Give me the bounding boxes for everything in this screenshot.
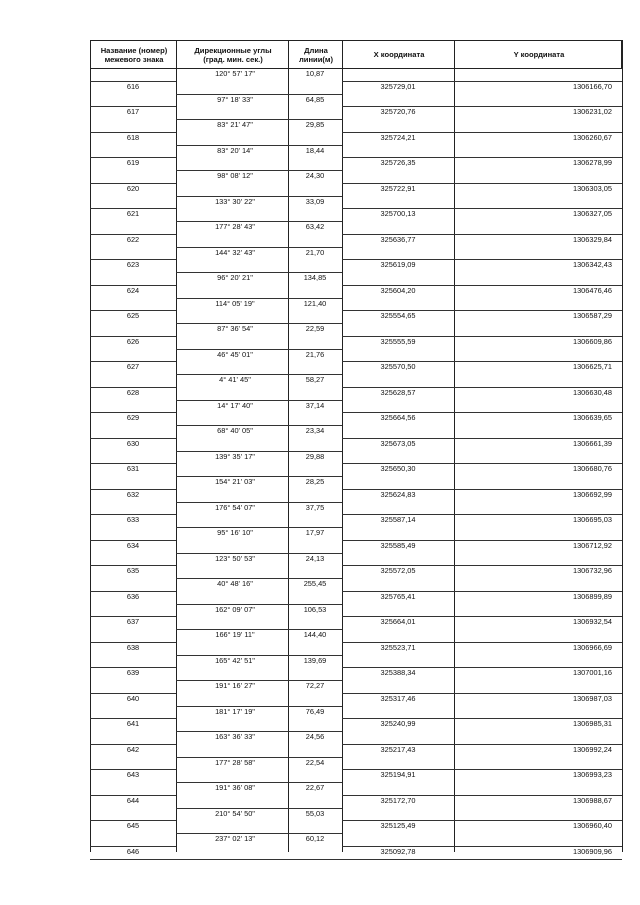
- y-coordinate: 1306960,40: [572, 821, 612, 831]
- x-coordinate: 325194,91: [380, 770, 416, 780]
- point-name: 639: [126, 668, 140, 678]
- y-coordinate: 1306695,03: [572, 515, 612, 525]
- direction-angle: 163° 36' 33": [215, 732, 255, 741]
- x-coordinate: 325700,13: [380, 209, 416, 219]
- x-coordinate: 325317,46: [380, 693, 416, 703]
- y-coordinate: 1306932,54: [572, 617, 612, 627]
- segment-row: [90, 119, 623, 132]
- point-name: 642: [126, 744, 140, 754]
- line-length: 23,34: [305, 426, 325, 435]
- line-length: 24,56: [305, 732, 325, 741]
- table-row: [90, 81, 623, 94]
- segment-row: [90, 757, 623, 770]
- line-length: 106,53: [303, 604, 327, 614]
- x-coordinate: 325664,01: [380, 617, 416, 627]
- line-length: 33,09: [305, 196, 325, 206]
- line-length: 121,40: [303, 298, 327, 308]
- x-coordinate: 325724,21: [380, 132, 416, 142]
- line-length: 55,03: [305, 808, 325, 818]
- x-coordinate: 325585,49: [380, 540, 416, 550]
- line-length: 28,25: [305, 477, 325, 486]
- point-name: 628: [126, 387, 140, 397]
- line-length: 29,85: [305, 120, 325, 129]
- direction-angle: 96° 20' 21": [217, 273, 253, 282]
- point-name: 619: [126, 158, 140, 168]
- direction-angle: 139° 35' 17": [215, 451, 255, 461]
- segment-row: [90, 221, 623, 234]
- table-row: [90, 565, 623, 578]
- x-coordinate: 325572,05: [380, 566, 416, 576]
- y-coordinate: 1306899,89: [572, 591, 612, 601]
- line-length: 24,30: [305, 171, 325, 180]
- y-coordinate: 1306992,24: [572, 744, 612, 754]
- table-row: [90, 438, 623, 451]
- y-coordinate: 1306985,31: [572, 719, 612, 729]
- x-coordinate: 325673,05: [380, 438, 416, 448]
- point-name: 645: [126, 821, 140, 831]
- table-row: [90, 157, 623, 170]
- x-coordinate: 325765,41: [380, 591, 416, 601]
- table-bottom-rule: [90, 859, 622, 860]
- line-length: 22,67: [305, 783, 325, 792]
- y-coordinate: 1306303,05: [572, 183, 612, 193]
- direction-angle: 165° 42' 51": [215, 655, 255, 665]
- x-coordinate: 325720,76: [380, 107, 416, 117]
- segment-row: [90, 604, 623, 617]
- line-length: 22,54: [305, 757, 325, 767]
- x-coordinate: 325650,30: [380, 464, 416, 474]
- direction-angle: 191° 36' 08": [215, 783, 255, 792]
- segment-row: [90, 272, 623, 285]
- point-name: 618: [126, 132, 140, 142]
- segment-row: [90, 425, 623, 438]
- x-coordinate: 325172,70: [380, 795, 416, 805]
- x-coordinate: 325570,50: [380, 362, 416, 372]
- point-name: 617: [126, 107, 140, 117]
- table-row: [90, 718, 623, 731]
- line-length: 37,14: [305, 400, 325, 410]
- line-length: 144,40: [303, 630, 327, 639]
- point-name: 625: [126, 311, 140, 321]
- x-coordinate: 325125,49: [380, 821, 416, 831]
- segment-row: [90, 833, 623, 846]
- point-name: 620: [126, 183, 140, 193]
- table-row: [90, 285, 623, 298]
- segment-row: [90, 527, 623, 540]
- direction-angle: 68° 40' 05": [217, 426, 253, 435]
- segment-row: [90, 706, 623, 719]
- direction-angle: 191° 16' 27": [215, 681, 255, 690]
- segment-row: [90, 680, 623, 693]
- point-name: 635: [126, 566, 140, 576]
- line-length: 21,76: [305, 349, 325, 359]
- segment-row: [90, 655, 623, 668]
- table-row: [90, 667, 623, 680]
- segment-row: [90, 374, 623, 387]
- point-name: 622: [126, 234, 140, 244]
- point-name: 643: [126, 770, 140, 780]
- point-name: 636: [126, 591, 140, 601]
- segment-row: [90, 578, 623, 591]
- line-length: 139,69: [303, 655, 327, 665]
- table-row: [90, 183, 623, 196]
- table-row: [90, 591, 623, 604]
- line-length: 134,85: [303, 273, 327, 282]
- y-coordinate: 1306732,96: [572, 566, 612, 576]
- line-length: 22,59: [305, 324, 325, 333]
- x-coordinate: 325624,83: [380, 489, 416, 499]
- direction-angle: 123° 50' 53": [215, 553, 255, 563]
- direction-angle: 154° 21' 03": [215, 477, 255, 486]
- y-coordinate: 1306327,05: [572, 209, 612, 219]
- point-name: 629: [126, 413, 140, 423]
- direction-angle: 210° 54' 50": [215, 808, 255, 818]
- table-row: [90, 514, 623, 527]
- table-row: [90, 208, 623, 221]
- direction-angle: 87° 36' 54": [217, 324, 253, 333]
- y-coordinate: 1306692,99: [572, 489, 612, 499]
- line-length: 29,88: [305, 451, 325, 461]
- point-name: 624: [126, 285, 140, 295]
- y-coordinate: 1306630,48: [572, 387, 612, 397]
- direction-angle: 176° 54' 07": [215, 502, 255, 512]
- segment-row: [90, 247, 623, 260]
- point-name: 640: [126, 693, 140, 703]
- y-coordinate: 1306966,69: [572, 642, 612, 652]
- x-coordinate: 325388,34: [380, 668, 416, 678]
- direction-angle: 4° 41' 45": [219, 375, 251, 384]
- point-name: 644: [126, 795, 140, 805]
- segment-row: [90, 731, 623, 744]
- point-name: 641: [126, 719, 140, 729]
- segment-row: [90, 782, 623, 795]
- y-coordinate: 1306680,76: [572, 464, 612, 474]
- direction-angle: 83° 20' 14": [217, 145, 253, 155]
- table-row: [90, 693, 623, 706]
- x-coordinate: 325636,77: [380, 234, 416, 244]
- y-coordinate: 1306639,65: [572, 413, 612, 423]
- point-name: 632: [126, 489, 140, 499]
- header-length: Длина линии(м): [298, 45, 334, 64]
- y-coordinate: 1306587,29: [572, 311, 612, 321]
- x-coordinate: 325729,01: [380, 81, 416, 91]
- point-name: 634: [126, 540, 140, 550]
- x-coordinate: 325092,78: [380, 846, 416, 856]
- line-length: 255,45: [303, 579, 327, 588]
- x-coordinate: 325555,59: [380, 336, 416, 346]
- table-row: [90, 846, 623, 859]
- line-length: 10,87: [305, 69, 325, 78]
- header-y: Y координата: [513, 50, 565, 59]
- segment-row: [90, 502, 623, 515]
- segment-row: [90, 451, 623, 464]
- header-name: Название (номер) межевого знака: [100, 45, 168, 64]
- line-length: 17,97: [305, 528, 325, 537]
- y-coordinate: 1306661,39: [572, 438, 612, 448]
- x-coordinate: 325664,56: [380, 413, 416, 423]
- point-name: 637: [126, 617, 140, 627]
- x-coordinate: 325554,65: [380, 311, 416, 321]
- table-row: [90, 744, 623, 757]
- x-coordinate: 325240,99: [380, 719, 416, 729]
- table-row: [90, 540, 623, 553]
- direction-angle: 114° 05' 19": [215, 298, 255, 308]
- segment-row: [90, 68, 623, 81]
- segment-row: [90, 94, 623, 107]
- x-coordinate: 325726,35: [380, 158, 416, 168]
- table-row: [90, 259, 623, 272]
- x-coordinate: 325587,14: [380, 515, 416, 525]
- segment-row: [90, 323, 623, 336]
- line-length: 76,49: [305, 706, 325, 716]
- direction-angle: 120° 57' 17": [215, 69, 255, 78]
- y-coordinate: 1306278,99: [572, 158, 612, 168]
- direction-angle: 166° 19' 11": [215, 630, 255, 639]
- table-row: [90, 795, 623, 808]
- direction-angle: 162° 09' 07": [215, 604, 255, 614]
- segment-row: [90, 400, 623, 413]
- y-coordinate: 1306342,43: [572, 260, 612, 270]
- table-header: [90, 40, 622, 69]
- header-angle: Дирекционные углы (град. мин. сек.): [194, 45, 272, 64]
- direction-angle: 237° 02' 13": [215, 834, 255, 843]
- direction-angle: 95° 16' 10": [217, 528, 253, 537]
- table-row: [90, 132, 623, 145]
- segment-row: [90, 476, 623, 489]
- point-name: 646: [126, 846, 140, 856]
- x-coordinate: 325722,91: [380, 183, 416, 193]
- y-coordinate: 1306476,46: [572, 285, 612, 295]
- segment-row: [90, 170, 623, 183]
- y-coordinate: 1306987,03: [572, 693, 612, 703]
- direction-angle: 97° 18' 33": [217, 94, 253, 104]
- point-name: 627: [126, 362, 140, 372]
- x-coordinate: 325523,71: [380, 642, 416, 652]
- line-length: 72,27: [305, 681, 325, 690]
- direction-angle: 177° 28' 43": [215, 222, 255, 231]
- line-length: 24,13: [305, 553, 325, 563]
- table-row: [90, 336, 623, 349]
- x-coordinate: 325217,43: [380, 744, 416, 754]
- x-coordinate: 325619,09: [380, 260, 416, 270]
- point-name: 623: [126, 260, 140, 270]
- y-coordinate: 1306988,67: [572, 795, 612, 805]
- table-row: [90, 489, 623, 502]
- y-coordinate: 1307001,16: [572, 668, 612, 678]
- direction-angle: 14° 17' 40": [217, 400, 253, 410]
- point-name: 633: [126, 515, 140, 525]
- y-coordinate: 1306260,67: [572, 132, 612, 142]
- table-row: [90, 234, 623, 247]
- point-name: 621: [126, 209, 140, 219]
- table-row: [90, 387, 623, 400]
- segment-row: [90, 553, 623, 566]
- segment-row: [90, 298, 623, 311]
- direction-angle: 144° 32' 43": [215, 247, 255, 257]
- table-row: [90, 412, 623, 425]
- y-coordinate: 1306166,70: [572, 81, 612, 91]
- direction-angle: 46° 45' 01": [217, 349, 253, 359]
- line-length: 63,42: [305, 222, 325, 231]
- line-length: 60,12: [305, 834, 325, 843]
- y-coordinate: 1306231,02: [572, 107, 612, 117]
- x-coordinate: 325628,57: [380, 387, 416, 397]
- point-name: 631: [126, 464, 140, 474]
- line-length: 58,27: [305, 375, 325, 384]
- segment-row: [90, 808, 623, 821]
- segment-row: [90, 196, 623, 209]
- x-coordinate: 325604,20: [380, 285, 416, 295]
- line-length: 18,44: [305, 145, 325, 155]
- table-row: [90, 820, 623, 833]
- y-coordinate: 1306609,86: [572, 336, 612, 346]
- direction-angle: 40° 48' 16": [217, 579, 253, 588]
- table-row: [90, 106, 623, 119]
- point-name: 638: [126, 642, 140, 652]
- direction-angle: 98° 08' 12": [217, 171, 253, 180]
- y-coordinate: 1306909,96: [572, 846, 612, 856]
- point-name: 630: [126, 438, 140, 448]
- y-coordinate: 1306712,92: [572, 540, 612, 550]
- table-row: [90, 361, 623, 374]
- header-x: X координата: [373, 50, 425, 59]
- y-coordinate: 1306329,84: [572, 234, 612, 244]
- line-length: 64,85: [305, 94, 325, 104]
- segment-row: [90, 145, 623, 158]
- line-length: 21,70: [305, 247, 325, 257]
- point-name: 616: [126, 81, 140, 91]
- table-row: [90, 616, 623, 629]
- line-length: 37,75: [305, 502, 325, 512]
- y-coordinate: 1306625,71: [572, 362, 612, 372]
- segment-row: [90, 349, 623, 362]
- direction-angle: 83° 21' 47": [217, 120, 253, 129]
- table-row: [90, 463, 623, 476]
- point-name: 626: [126, 336, 140, 346]
- direction-angle: 133° 30' 22": [215, 196, 255, 206]
- coordinates-table: [90, 40, 622, 69]
- direction-angle: 177° 28' 58": [215, 757, 255, 767]
- table-row: [90, 310, 623, 323]
- y-coordinate: 1306993,23: [572, 770, 612, 780]
- segment-row: [90, 629, 623, 642]
- table-row: [90, 642, 623, 655]
- table-row: [90, 769, 623, 782]
- direction-angle: 181° 17' 19": [215, 706, 255, 716]
